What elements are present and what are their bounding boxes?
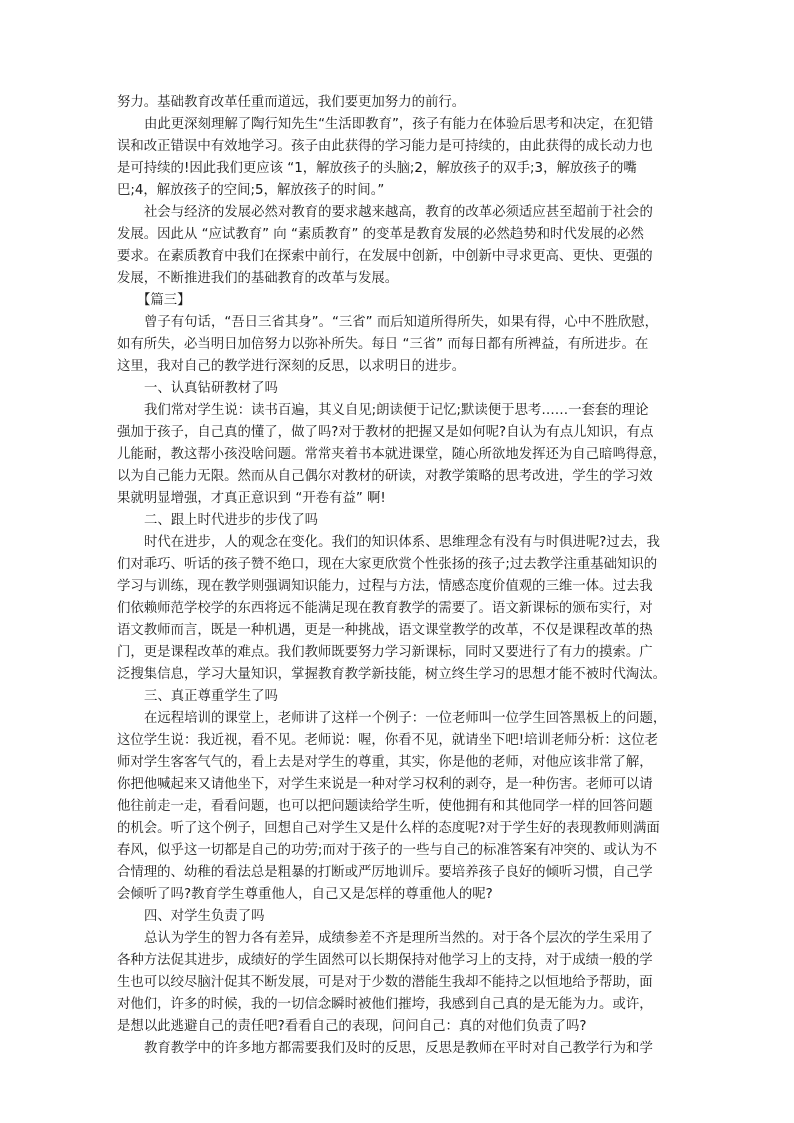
text-line: 这里，我对自己的教学进行深刻的反思，以求明日的进步。 [117, 359, 466, 374]
text-line: 努力。基础教育改革任重而道远，我们要更加努力的前行。 [117, 95, 466, 110]
text-line: 发展，不断推进我们的基础教育的改革与发展。 [117, 271, 399, 286]
text-line: 儿能耐，教这帮小孩没啥问题。常常夹着书本就进课堂，随心所欲地发挥还为自己暗鸣得意， [117, 447, 667, 462]
text-line: 这位学生说：我近视，看不见。老师说：喔，你看不见，就请坐下吧!培训老师分析：这位老 [117, 733, 658, 748]
text-line: 生也可以绞尽脑汁促其不断发展，可是对于少数的潜能生我却不能持之以恒地给予帮助，面 [117, 975, 653, 990]
document-page [117, 92, 680, 1060]
text-line: 他往前走一走，看看问题，也可以把问题读给学生听，使他拥有和其他同学一样的回答问题 [117, 799, 653, 814]
text-line: 春风，似乎这一切都是自己的功劳;而对于孩子的一些与自己的标准答案有冲突的、或认为不 [117, 843, 658, 858]
text-line: 教育教学中的许多地方都需要我们及时的反思，反思是教师在平时对自己教学行为和学 [144, 1041, 653, 1056]
text-line: 泛搜集信息，学习大量知识，掌握教育教学新技能，树立终生学习的思想才能不被时代淘汰。 [117, 667, 667, 682]
text-line: 是可持续的!因此我们更应该 “1，解放孩子的头脑;2，解放孩子的双手;3，解放孩子的嘴 [117, 161, 637, 176]
text-line: 巴;4，解放孩子的空间;5，解放孩子的时间。” [117, 183, 385, 198]
text-line: 时代在进步，人的观念在变化。我们的知识体系、思维理念有没有与时俱进呢?过去，我 [144, 535, 660, 550]
section-heading: 【篇三】 [137, 293, 191, 308]
text-line: 们对乖巧、听话的孩子赞不绝口，现在大家更欣赏个性张扬的孩子;过去教学注重基础知识的 [117, 557, 658, 572]
text-line: 以为自己能力无限。然而从自己偶尔对教材的研读，对教学策略的思考改进，学生的学习效 [117, 469, 653, 484]
text-line: 对他们，许多的时候，我的一切信念瞬时被他们摧垮，我感到自己真的是无能为力。或许， [117, 997, 653, 1012]
text-line: 合情理的、幼稚的看法总是粗暴的打断或严厉地训斥。要培养孩子良好的倾听习惯，自己学 [117, 865, 653, 880]
text-line: 果就明显增强，才真正意识到 “开卷有益” 啊! [117, 491, 386, 506]
text-line: 一、认真钻研教材了吗 [144, 381, 278, 396]
text-line: 曾子有句话，“吾日三省其身”。“三省” 而后知道所得所失，如果有得，心中不胜欣慰， [144, 315, 659, 330]
text-line: 门，更是课程改革的难点。我们教师既要努力学习新课标，同时又要进行了有力的摸索。广 [117, 645, 653, 660]
text-line: 是想以此逃避自己的责任吧?看看自己的表现，问问自己：真的对他们负责了吗? [117, 1019, 587, 1034]
text-line: 你把他喊起来又请他坐下，对学生来说是一种对学习权利的剥夺，是一种伤害。老师可以请 [117, 777, 653, 792]
text-line: 误和改正错误中有效地学习。孩子由此获得的学习能力是可持续的，由此获得的成长动力也 [117, 139, 653, 154]
text-line: 师对学生客客气气的，看上去是对学生的尊重，其实，你是他的老师，对他应该非常了解， [117, 755, 653, 770]
text-line: 社会与经济的发展必然对教育的要求越来越高，教育的改革必须适应甚至超前于社会的 [144, 205, 653, 220]
text-line: 如有所失，必当明日加倍努力以弥补所失。每日 “三省” 而每日都有所裨益，有所进步。在 [117, 337, 649, 352]
text-line: 会倾听了吗?教育学生尊重他人，自己又是怎样的尊重他人的呢? [117, 887, 493, 902]
text-line: 各种方法促其进步，成绩好的学生固然可以长期保持对他学习上的支持，对于成绩一般的学 [117, 953, 653, 968]
text-line: 二、跟上时代进步的步伐了吗 [144, 513, 319, 528]
text-line: 语文教师而言，既是一种机遇，更是一种挑战，语文课堂教学的改革，不仅是课程改革的热 [117, 623, 653, 638]
text-line: 我们常对学生说：读书百遍，其义自见;朗读便于记忆;默读便于思考……一套套的理论 [144, 403, 649, 418]
text-line: 发展。因此从 “应试教育” 向 “素质教育” 的变革是教育发展的必然趋势和时代发展的必然 [117, 227, 644, 242]
text-line: 的机会。听了这个例子，回想自己对学生又是什么样的态度呢?对于学生好的表现教师则满面 [117, 821, 660, 836]
text-line: 在远程培训的课堂上，老师讲了这样一个例子：一位老师叫一位学生回答黑板上的问题， [144, 711, 667, 726]
text-line: 要求。在素质教育中我们在探索中前行，在发展中创新，中创新中寻求更高、更快、更强的 [117, 249, 653, 264]
text-line: 们依赖师范学校学的东西将远不能满足现在教育教学的需要了。语文新课标的颁布实行，对 [117, 601, 653, 616]
text-line: 四、对学生负责了吗 [144, 909, 265, 924]
text-line: 三、真正尊重学生了吗 [144, 689, 278, 704]
text-line: 学习与训练，现在教学则强调知识能力，过程与方法，情感态度价值观的三维一体。过去我 [117, 579, 653, 594]
text-line: 由此更深刻理解了陶行知先生“生活即教育”，孩子有能力在体验后思考和决定，在犯错 [144, 117, 654, 132]
text-line: 总认为学生的智力各有差异，成绩参差不齐是理所当然的。对于各个层次的学生采用了 [144, 931, 653, 946]
text-line: 强加于孩子，自己真的懂了，做了吗?对于教材的把握又是如何呢?自认为有点儿知识，有点 [117, 425, 654, 440]
